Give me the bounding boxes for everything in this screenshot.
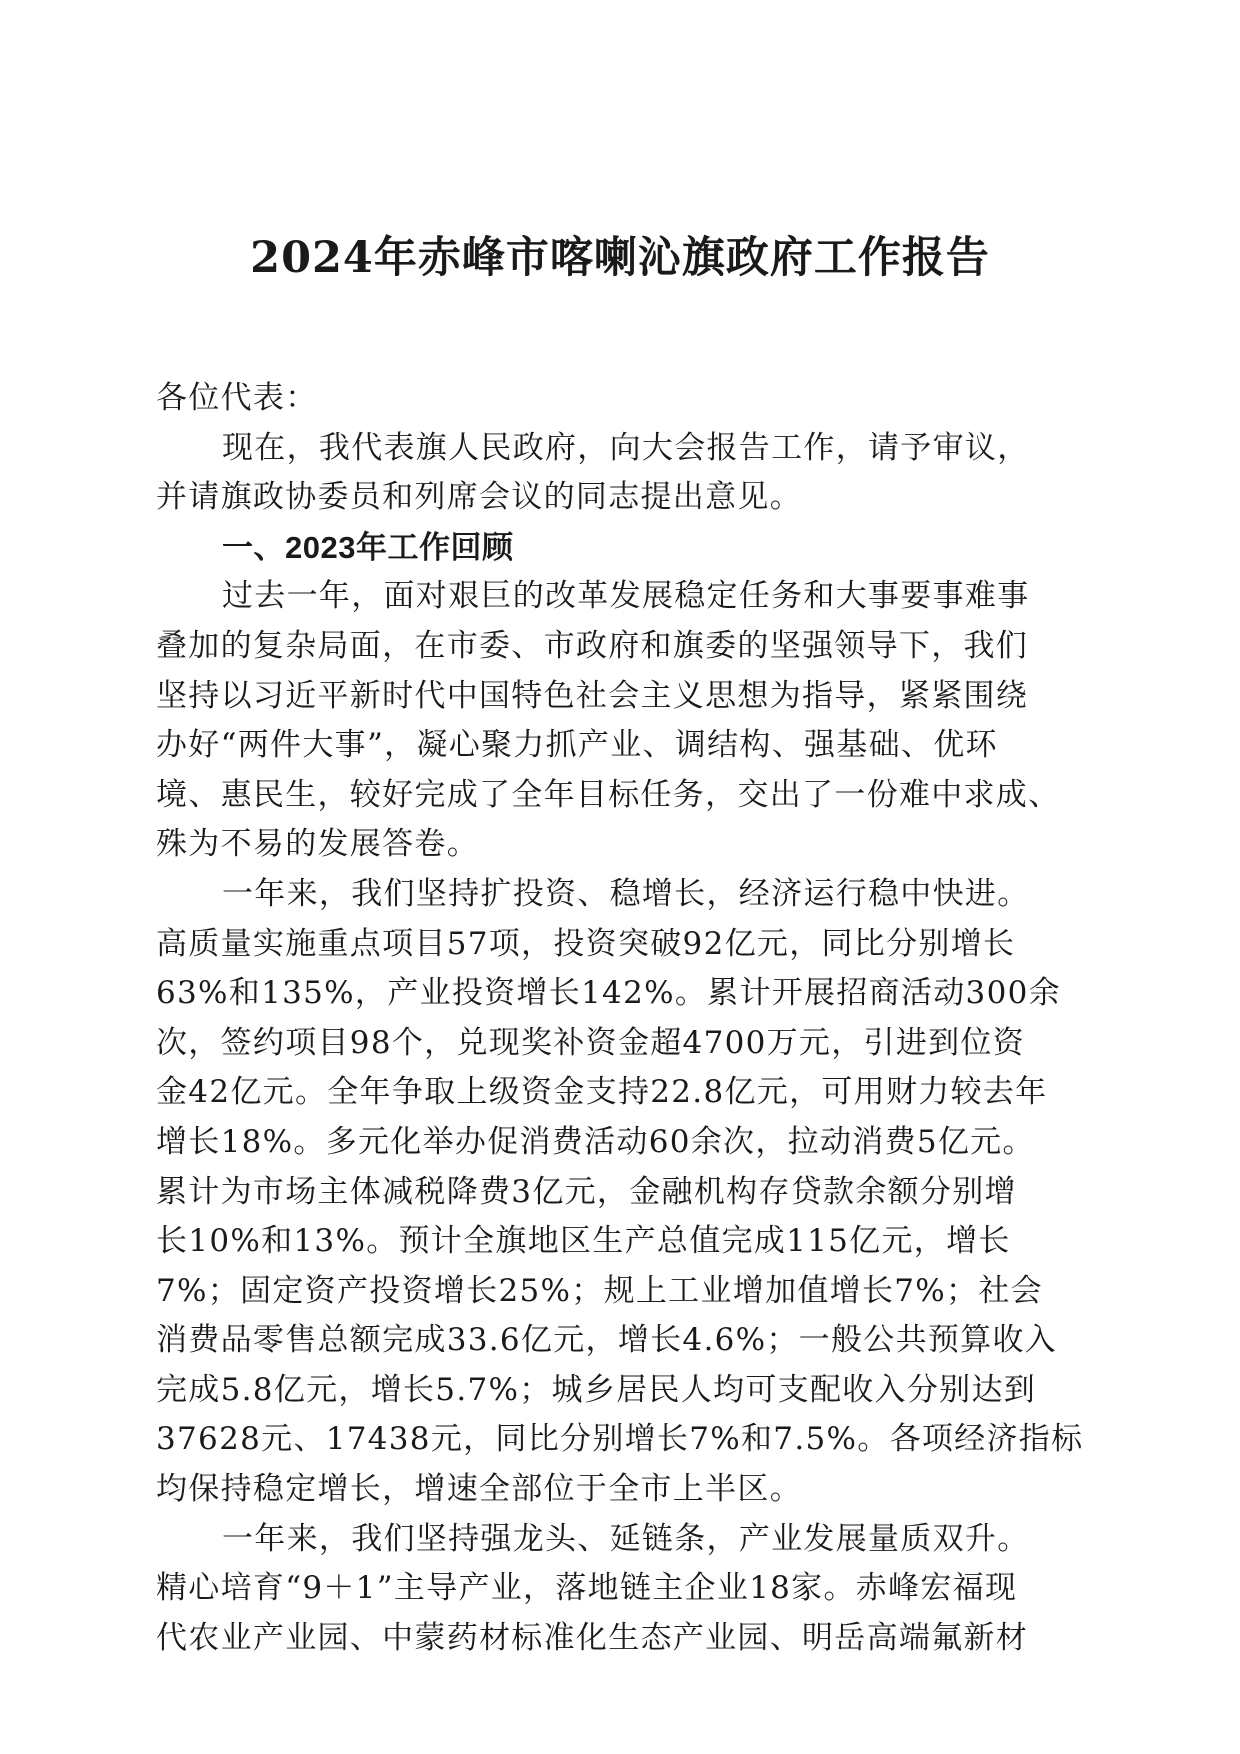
text-line: 并请旗政协委员和列席会议的同志提出意见。 bbox=[156, 479, 802, 516]
text-line: 金42亿元。全年争取上级资金支持22.8亿元，可用财力较去年 bbox=[156, 1074, 1048, 1111]
text-line: 一年来，我们坚持强龙头、延链条，产业发展量质双升。 bbox=[222, 1520, 1030, 1557]
text-line: 消费品零售总额完成33.6亿元，增长4.6%；一般公共预算收入 bbox=[156, 1322, 1058, 1359]
document-title: 2024年赤峰市喀喇沁旗政府工作报告 bbox=[250, 233, 990, 283]
text-line: 增长18%。多元化举办促消费活动60余次，拉动消费5亿元。 bbox=[156, 1123, 1035, 1160]
text-line: 精心培育“9＋1”主导产业，落地链主企业18家。赤峰宏福现 bbox=[156, 1570, 1018, 1607]
text-line: 高质量实施重点项目57项，投资突破92亿元，同比分别增长 bbox=[156, 925, 1016, 962]
text-line: 代农业产业园、中蒙药材标准化生态产业园、明岳高端氟新材 bbox=[156, 1619, 1029, 1656]
text-line: 殊为不易的发展答卷。 bbox=[156, 826, 479, 863]
text-line: 一年来，我们坚持扩投资、稳增长，经济运行稳中快进。 bbox=[222, 875, 1030, 912]
text-line: 次，签约项目98个，兑现奖补资金超4700万元，引进到位资 bbox=[156, 1024, 1026, 1061]
text-line: 坚持以习近平新时代中国特色社会主义思想为指导，紧紧围绕 bbox=[156, 677, 1029, 714]
text-line: 境、惠民生，较好完成了全年目标任务，交出了一份难中求成、 bbox=[156, 776, 1061, 813]
text-line: 长10%和13%。预计全旗地区生产总值完成115亿元，增长 bbox=[156, 1223, 1011, 1260]
text-line: 过去一年，面对艰巨的改革发展稳定任务和大事要事难事 bbox=[222, 578, 1030, 615]
text-line: 叠加的复杂局面，在市委、市政府和旗委的坚强领导下，我们 bbox=[156, 627, 1029, 664]
text-line: 完成5.8亿元，增长5.7%；城乡居民人均可支配收入分别达到 bbox=[156, 1371, 1037, 1408]
text-line: 37628元、17438元，同比分别增长7%和7.5%。各项经济指标 bbox=[156, 1421, 1084, 1458]
greeting-line: 各位代表： bbox=[156, 380, 318, 416]
section-heading: 一、2023年工作回顾 bbox=[222, 529, 514, 565]
text-line: 63%和135%，产业投资增长142%。累计开展招商活动300余 bbox=[156, 975, 1061, 1012]
document-body bbox=[156, 374, 1084, 1663]
text-line: 办好“两件大事”，凝心聚力抓产业、调结构、强基础、优环 bbox=[156, 727, 998, 764]
text-line: 现在，我代表旗人民政府，向大会报告工作，请予审议， bbox=[222, 429, 1030, 466]
text-line: 均保持稳定增长，增速全部位于全市上半区。 bbox=[156, 1471, 802, 1508]
text-line: 7%；固定资产投资增长25%；规上工业增加值增长7%；社会 bbox=[156, 1272, 1043, 1309]
text-line: 累计为市场主体减税降费3亿元，金融机构存贷款余额分别增 bbox=[156, 1173, 1017, 1210]
